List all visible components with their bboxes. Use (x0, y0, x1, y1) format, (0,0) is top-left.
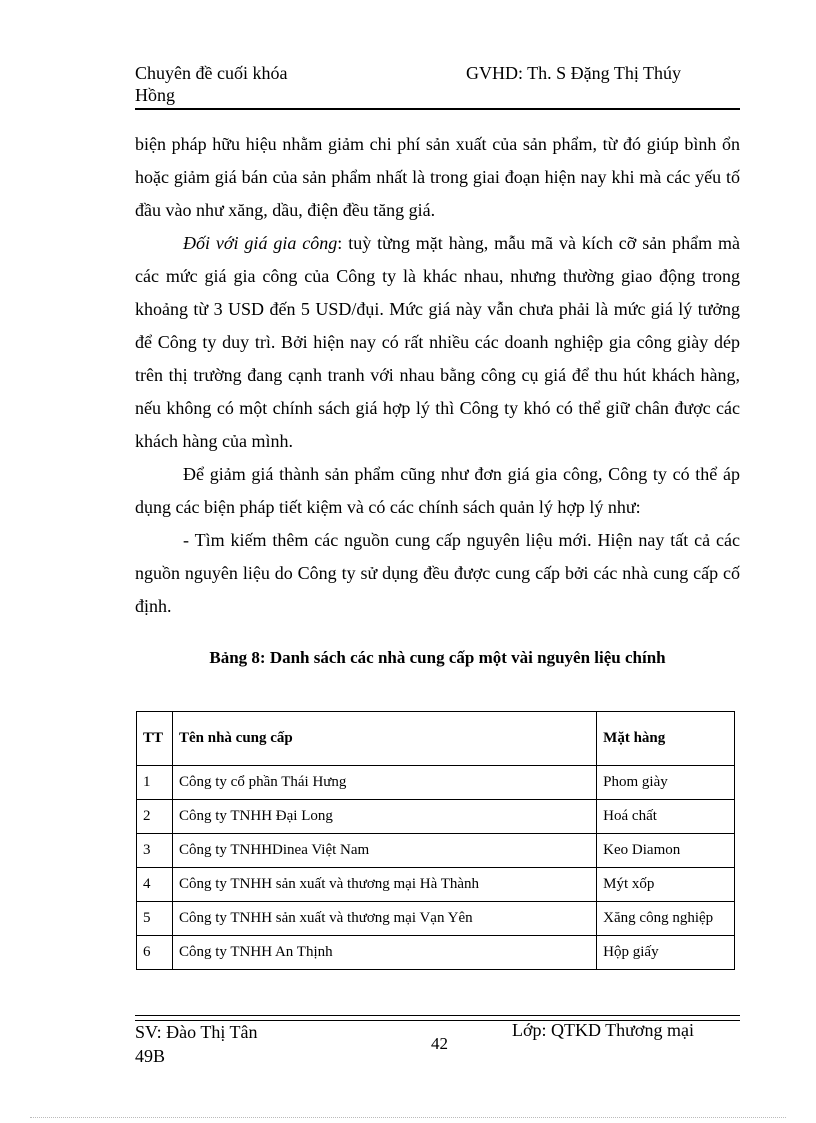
footer-class: Lớp: QTKD Thương mại (512, 1020, 694, 1040)
cell-supplier: Công ty TNHH Đại Long (172, 800, 596, 834)
paragraph-2 (135, 227, 740, 458)
table-row (137, 868, 735, 902)
cell-tt: 5 (137, 902, 173, 936)
cell-supplier: Công ty TNHH sản xuất và thương mại Hà Thành (172, 868, 596, 902)
footer-student-cont: 49B (135, 1046, 166, 1066)
page-number: 42 (431, 1034, 448, 1053)
cell-supplier: Công ty TNHH An Thịnh (172, 936, 596, 970)
cell-supplier: Công ty cổ phần Thái Hưng (172, 766, 596, 800)
table-row (137, 834, 735, 868)
body-text (135, 128, 740, 623)
header-name-cont: Hồng (135, 85, 175, 105)
cell-tt: 3 (137, 834, 173, 868)
cell-supplier: Công ty TNHH sản xuất và thương mại Vạn Yên (172, 902, 596, 936)
cell-tt: 4 (137, 868, 173, 902)
paragraph-2-text: : tuỳ từng mặt hàng, mẫu mã và kích cỡ sản phẩm mà các mức giá gia công của Công ty là khác nhau, nhưng thường giao động trong khoảng từ 3 USD đến 5 USD/đụi. Mức giá này vẫn chưa phải là mức giá lý tưởng để Công ty duy trì. Bởi hiện nay có rất nhiều các doanh nghiệp gia công giày dép trên thị trường đang cạnh tranh với nhau bằng công cụ giá để thu hút khách hàng, nếu không có một chính sách giá hợp lý thì Công ty khó có thể giữ chân được các khách hàng của mình. (135, 233, 741, 451)
header-course: Chuyên đề cuối khóa (135, 63, 288, 83)
table-row (137, 766, 735, 800)
cell-item: Hộp giấy (597, 936, 735, 970)
cell-item: Hoá chất (597, 800, 735, 834)
cell-item: Keo Diamon (597, 834, 735, 868)
paragraph-1: biện pháp hữu hiệu nhằm giảm chi phí sản xuất của sản phẩm, từ đó giúp bình ổn hoặc giảm giá bán của sản phẩm nhất là trong giai đoạn hiện nay khi mà các yếu tố đầu vào như xăng, dầu, điện đều tăng giá. (135, 134, 740, 220)
header-tt: TT (137, 712, 173, 766)
footer-student: SV: Đào Thị Tân (135, 1022, 258, 1042)
cell-item: Mýt xốp (597, 868, 735, 902)
header-item: Mặt hàng (597, 712, 735, 766)
supplier-table (136, 711, 735, 970)
header-advisor: GVHD: Th. S Đặng Thị Thúy (466, 63, 682, 83)
paragraph-2-lead: Đối với giá gia công (183, 233, 338, 253)
page-edge-divider (30, 1117, 786, 1118)
table-header-row (137, 712, 735, 766)
footer-left (135, 1020, 258, 1068)
table-row (137, 800, 735, 834)
paragraph-4: - Tìm kiếm thêm các nguồn cung cấp nguyên liệu mới. Hiện nay tất cả các nguồn nguyên liệu do Công ty sử dụng đều được cung cấp bởi các nhà cung cấp cố định. (135, 530, 740, 616)
table-caption: Bảng 8: Danh sách các nhà cung cấp một vài nguyên liệu chính (209, 648, 666, 667)
cell-tt: 1 (137, 766, 173, 800)
cell-item: Xăng công nghiệp (597, 902, 735, 936)
cell-item: Phom giày (597, 766, 735, 800)
header-supplier: Tên nhà cung cấp (172, 712, 596, 766)
header-left (135, 62, 287, 106)
cell-tt: 2 (137, 800, 173, 834)
table-row (137, 936, 735, 970)
table-row (137, 902, 735, 936)
paragraph-3: Để giảm giá thành sản phẩm cũng như đơn giá gia công, Công ty có thể áp dụng các biện pháp tiết kiệm và có các chính sách quản lý hợp lý như: (135, 464, 740, 517)
cell-supplier: Công ty TNHHDinea Việt Nam (172, 834, 596, 868)
cell-tt: 6 (137, 936, 173, 970)
page-header (135, 62, 740, 110)
